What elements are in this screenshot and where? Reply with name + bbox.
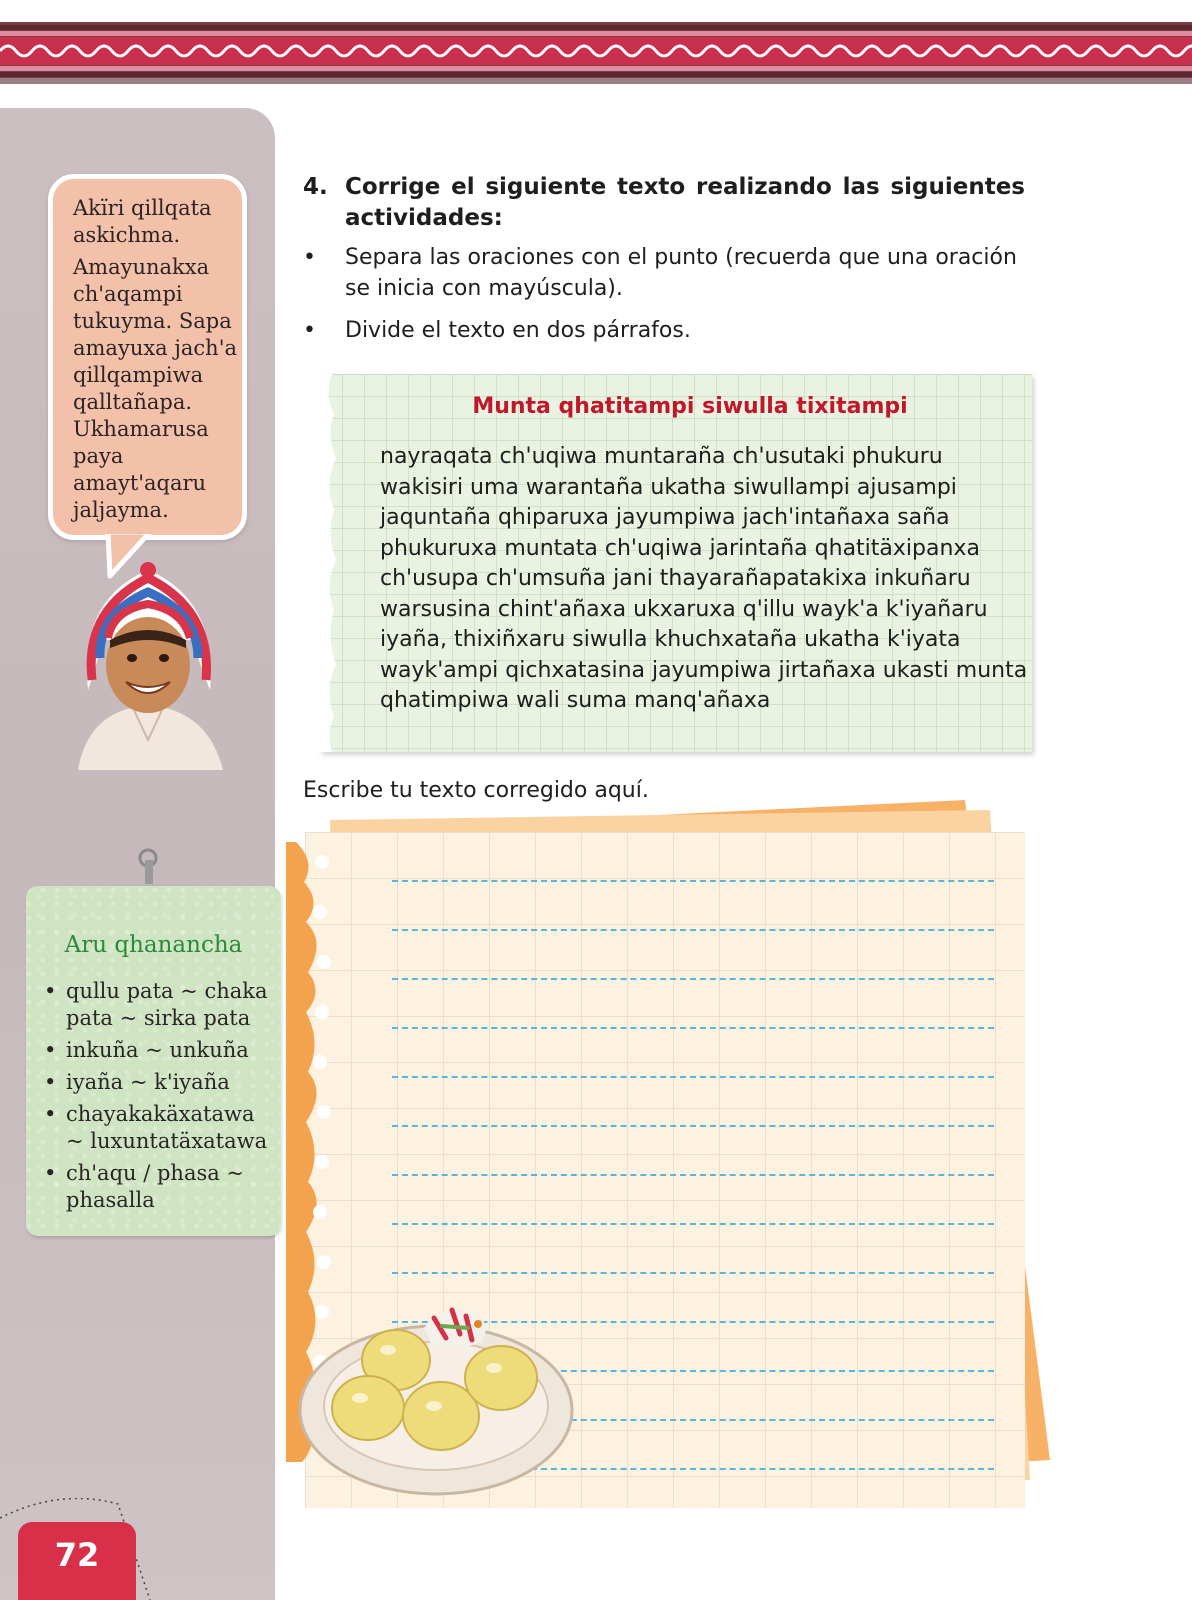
writing-line[interactable] bbox=[392, 1027, 994, 1029]
text-line: wakisiri uma warantaña ukatha siwullampi ajusampi bbox=[380, 474, 957, 500]
speech-bubble bbox=[48, 174, 247, 540]
write-prompt: Escribe tu texto corregido aquí. bbox=[303, 778, 649, 803]
vocabulary-item: • iyaña ~ k'iyaña bbox=[44, 1069, 274, 1096]
text-to-correct-box bbox=[320, 374, 1032, 752]
writing-line[interactable] bbox=[392, 1272, 994, 1274]
task-bullet: • Separa las oraciones con el punto (recuerda que una oración se inicia con mayúscula). bbox=[303, 242, 1025, 304]
food-plate-illustration bbox=[296, 1298, 586, 1498]
bubble-line-1: Akïri qillqata askichma. bbox=[73, 196, 212, 247]
bubble-line-2: Amayunakxa ch'aqampi tukuyma. Sapa amayuxa jach'a qillqampiwa qalltañapa. Ukhamarusa paya amayt'aqaru jaljayma. bbox=[73, 255, 237, 522]
text-line: iyaña, thixiñxaru siwulla khuchxataña ukatha k'iyata bbox=[380, 627, 961, 652]
task-instruction: Corrige el siguiente texto realizando las siguientes actividades: bbox=[345, 174, 1025, 231]
writing-line[interactable] bbox=[392, 1223, 994, 1225]
text-line: wayk'ampi qichxatasina jayumpiwa jirtañaxa ukasti munta bbox=[380, 657, 1028, 683]
writing-line[interactable] bbox=[392, 1076, 994, 1078]
vocabulary-card bbox=[26, 886, 281, 1236]
writing-line[interactable] bbox=[392, 1174, 994, 1176]
writing-line[interactable] bbox=[392, 880, 994, 882]
text-line: nayraqata ch'uqiwa muntaraña ch'usutaki phukuru bbox=[380, 444, 943, 469]
text-line: qhatimpiwa wali suma manq'añaxa bbox=[380, 688, 771, 713]
page-number-tab bbox=[18, 1522, 136, 1600]
task-number: 4. bbox=[303, 174, 328, 200]
text-box-body bbox=[380, 442, 1028, 717]
text-box-title: Munta qhatitampi siwulla tixitampi bbox=[472, 394, 908, 419]
writing-line[interactable] bbox=[392, 1125, 994, 1127]
text-line: jaquntaña qhiparuxa jayumpiwa jach'intañaxa saña bbox=[380, 505, 950, 530]
vocabulary-title: Aru qhanancha bbox=[64, 932, 243, 958]
text-line: warsusina chint'añaxa ukxaruxa q'illu wayk'a k'iyañaru bbox=[380, 596, 988, 622]
task-bullet: • Divide el texto en dos párrafos. bbox=[303, 315, 1025, 346]
decorative-woven-band bbox=[0, 22, 1192, 84]
writing-line[interactable] bbox=[392, 978, 994, 980]
text-line: phukuruxa muntata ch'uqiwa jarintaña qhatitäxipanxa bbox=[380, 535, 980, 561]
vocabulary-item: • inkuña ~ unkuña bbox=[44, 1037, 274, 1064]
vocabulary-item: • qullu pata ~ chaka pata ~ sirka pata bbox=[44, 978, 274, 1032]
torn-edge-decoration bbox=[318, 374, 348, 752]
page-number: 72 bbox=[54, 1536, 100, 1574]
task-bullets bbox=[303, 242, 1025, 346]
writing-line[interactable] bbox=[392, 929, 994, 931]
task-instructions bbox=[303, 172, 1025, 357]
vocabulary-item: • chayakakäxatawa ~ luxuntatäxatawa bbox=[44, 1101, 274, 1155]
child-illustration bbox=[58, 540, 238, 770]
text-line: ch'usupa ch'umsuña jani thayarañapatakixa inkuñaru bbox=[380, 566, 971, 591]
vocabulary-item: • ch'aqu / phasa ~ phasalla bbox=[44, 1160, 274, 1214]
vocabulary-list bbox=[44, 978, 274, 1219]
